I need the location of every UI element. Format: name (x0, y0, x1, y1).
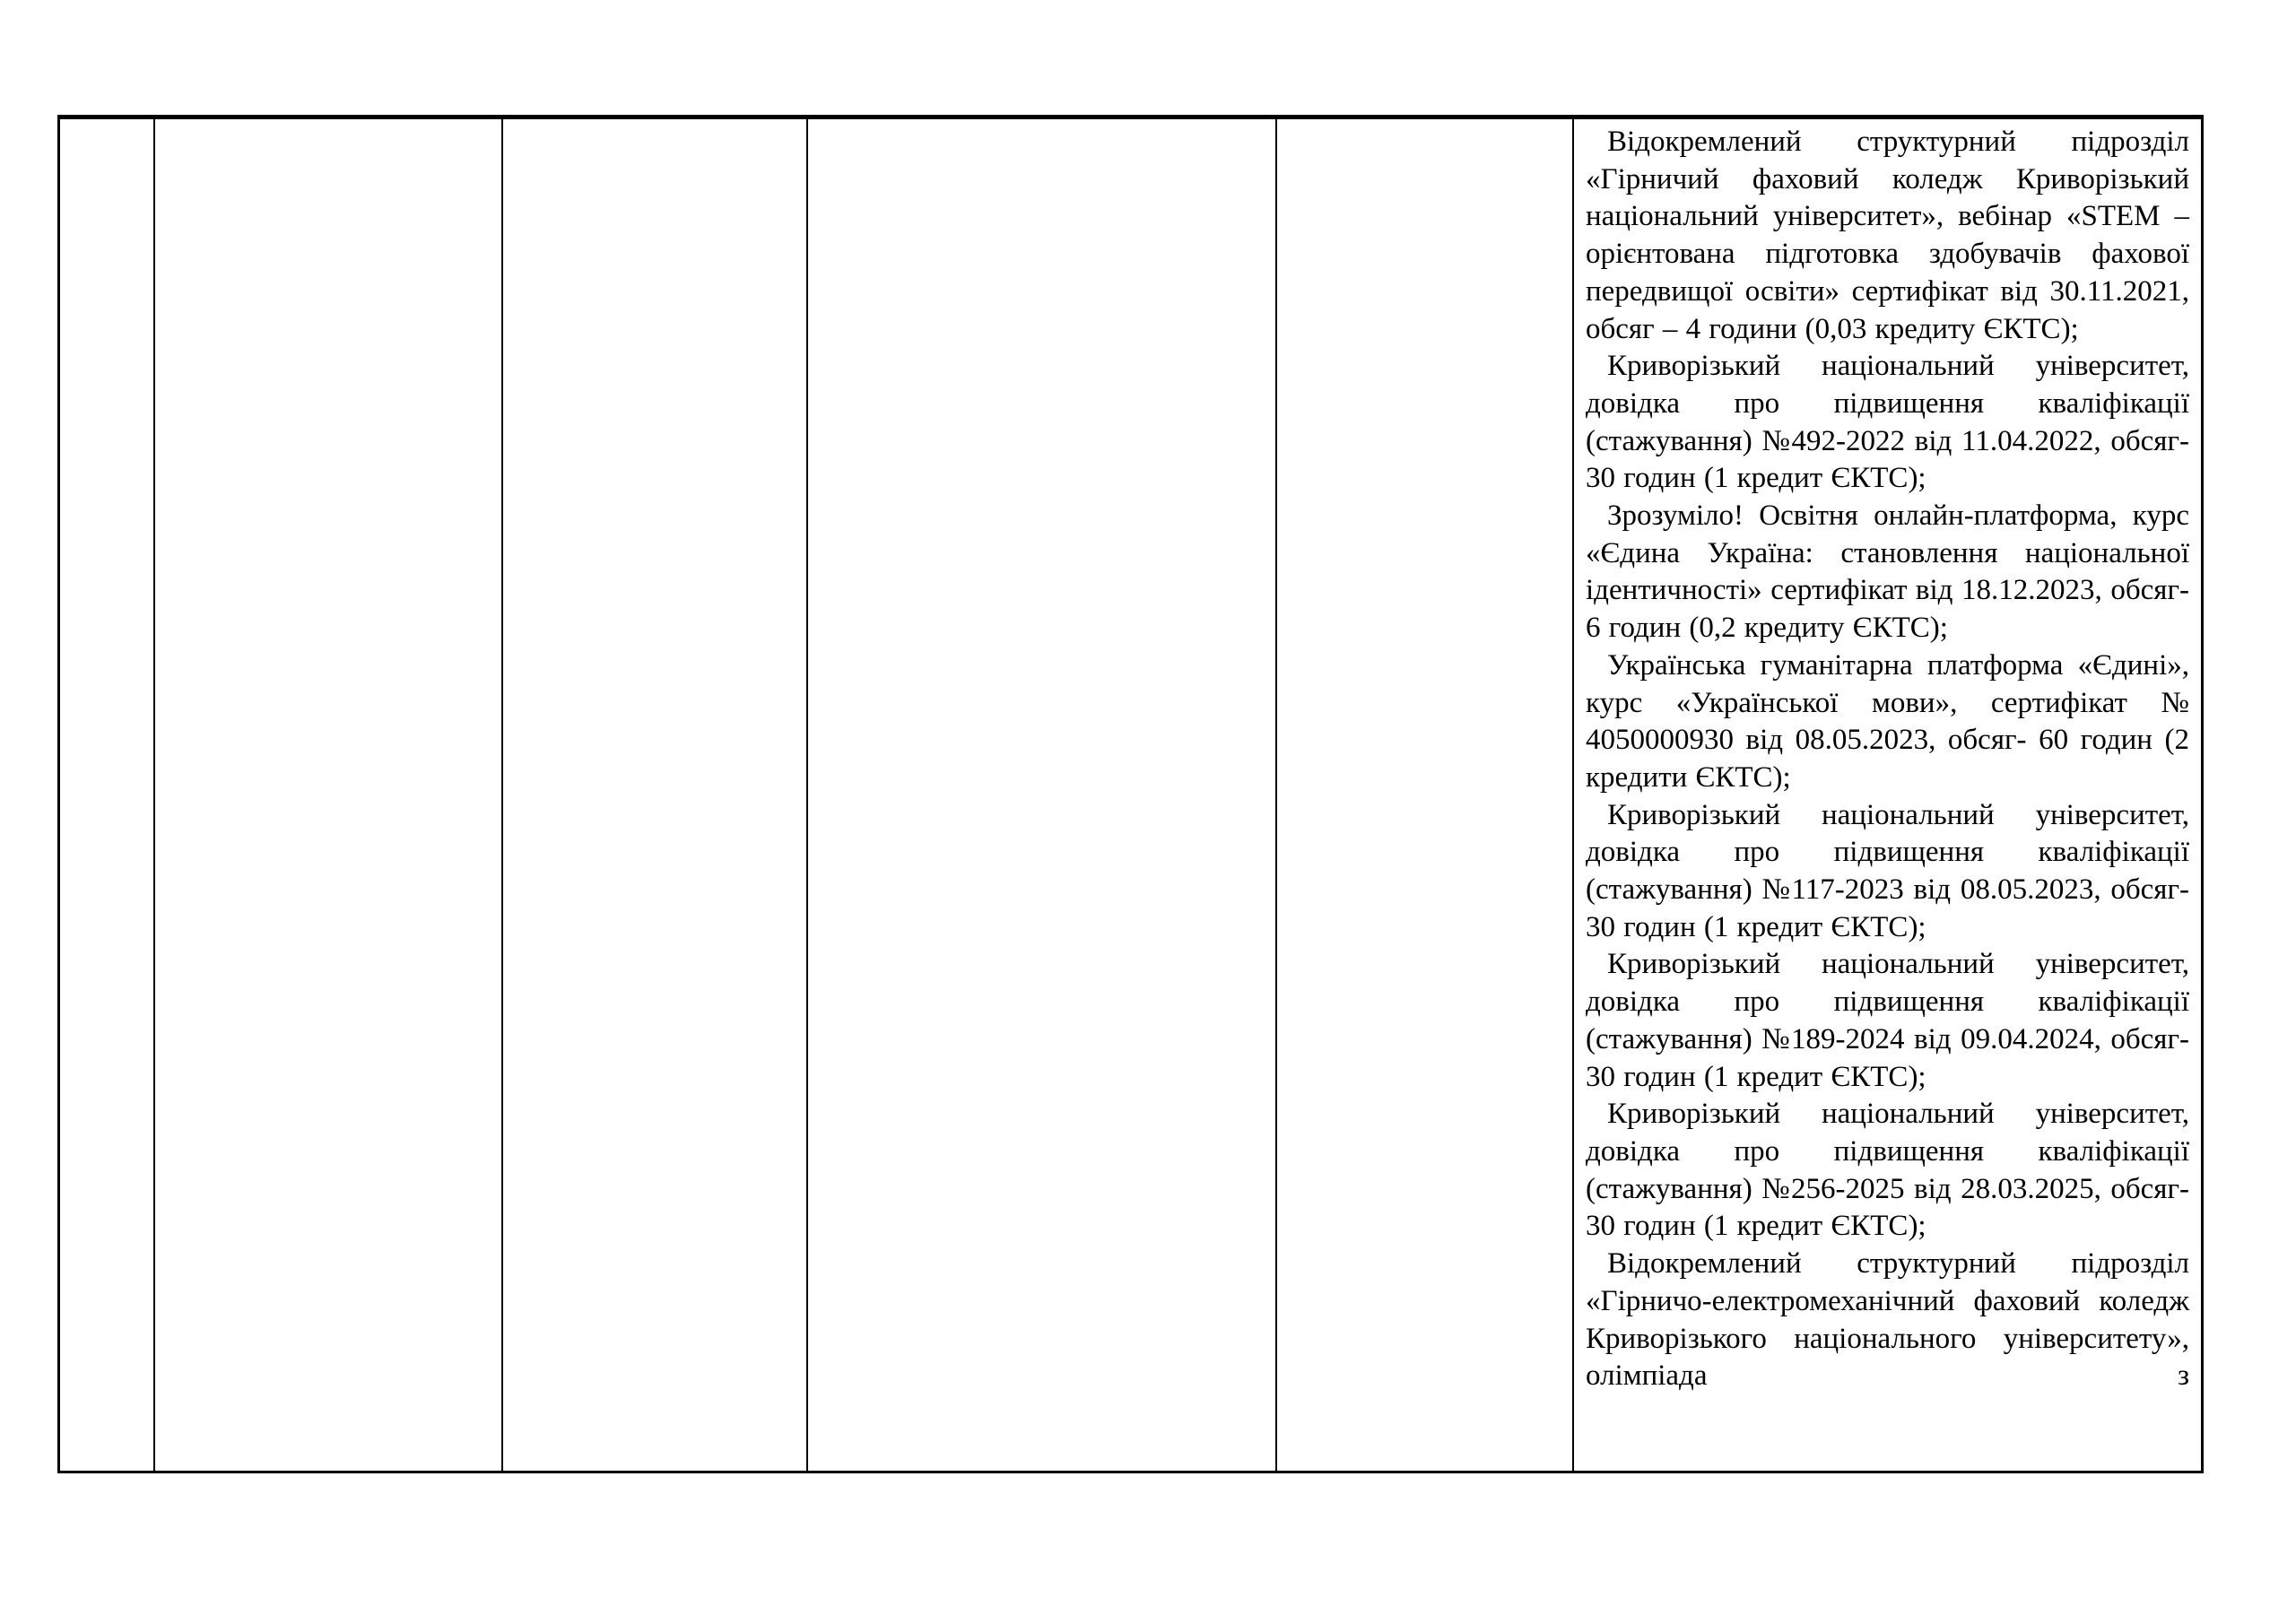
certificate-entry: Відокремлений структурний підрозділ «Гірничо-електромеханічний фаховий коледж Криворізького національного університету», олімпіада з (1586, 1247, 2189, 1393)
empty-cell-4 (808, 119, 1277, 1471)
certificate-entry: Криворізький національний університет, довідка про підвищення кваліфікації (стажування) №117-2023 від 08.05.2023, обсяг- 30 годин (1 кредит ЄКТС); (1586, 798, 2189, 943)
empty-cell-5 (1277, 119, 1574, 1471)
certificate-entry: Криворізький національний університет, довідка про підвищення кваліфікації (стажування) №256-2025 від 28.03.2025, обсяг- 30 годин (1 кредит ЄКТС); (1586, 1098, 2189, 1243)
certificate-entry: Криворізький національний університет, довідка про підвищення кваліфікації (стажування) №189-2024 від 09.04.2024, обсяг- 30 годин (1 кредит ЄКТС); (1586, 948, 2189, 1093)
certificate-entry: Зрозуміло! Освітня онлайн-платформа, курс «Єдина Україна: становлення національної ідентичності» сертифікат від 18.12.2023, обсяг- 6 годин (0,2 кредиту ЄКТС); (1586, 499, 2189, 645)
qualification-info-cell (1574, 119, 2201, 1471)
empty-cell-2 (155, 119, 503, 1471)
certificate-entry: Криворізький національний університет, довідка про підвищення кваліфікації (стажування) №492-2022 від 11.04.2022, обсяг- 30 годин (1 кредит ЄКТС); (1586, 350, 2189, 495)
certificate-entry: Українська гуманітарна платформа «Єдині», курс «Української мови», сертифікат № 4050000930 від 08.05.2023, обсяг- 60 годин (2 кредити ЄКТС); (1586, 648, 2189, 794)
qualifications-table (57, 115, 2204, 1473)
certificate-entry: Відокремлений структурний підрозділ «Гірничий фаховий коледж Криворізький національний університет», вебінар «STEM – орієнтована підготовка здобувачів фахової передвищої освіти» сертифікат від 30.11.2021, обсяг – 4 години (0,03 кредиту ЄКТС); (1586, 126, 2189, 345)
row-number-cell (60, 119, 155, 1471)
empty-cell-3 (503, 119, 808, 1471)
